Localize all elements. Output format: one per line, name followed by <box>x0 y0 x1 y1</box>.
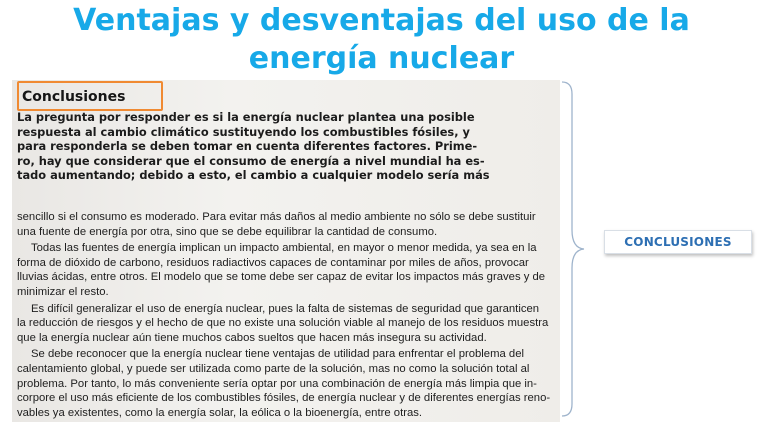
slide-title <box>0 2 763 78</box>
body-line: calentamiento global, y puede ser utilizada como parte de la solución, mas no como la solución total al <box>17 362 530 375</box>
body-line: problema. Por tanto, lo más conveniente sería optar por una combinación de energía más limpia que in- <box>17 377 537 390</box>
intro-line: respuesta al cambio climático sustituyendo los combustibles fósiles, y <box>17 124 470 139</box>
body-line: sencillo si el consumo es moderado. Para evitar más daños al medio ambiente no sólo se debe sustituir <box>17 211 536 223</box>
body-line: que la energía nuclear aún tiene muchos cabos sueltos que hacen más insegura su actividad. <box>17 331 487 344</box>
intro-line: tado aumentando; debido a esto, el cambio a cualquier modelo sería más <box>17 168 490 183</box>
intro-line: para responderla se deben tomar en cuenta diferentes factores. Prime- <box>17 139 478 154</box>
intro-line: La pregunta por responder es si la energía nuclear plantea una posible <box>17 110 475 124</box>
body-line: vables ya existentes, como la energía solar, la eólica o la bioenergía, entre otras. <box>17 406 423 419</box>
intro-line: ro, hay que considerar que el consumo de energía a nivel mundial ha es- <box>17 153 485 168</box>
curly-brace-icon <box>560 80 590 418</box>
body-line: Es difícil generalizar el uso de energía nuclear, pues la falta de sistemas de seguridad que garanticen <box>31 302 540 315</box>
document-intro-bold <box>17 110 557 183</box>
body-line: lluvias ácidas, entre otros. El modelo que se tome debe ser capaz de evitar los impactos más graves y de <box>17 271 546 284</box>
body-line: Todas las fuentes de energía implican un impacto ambiental, en mayor o menor medida, ya sea en la <box>31 242 537 255</box>
document-heading: Conclusiones <box>22 89 126 105</box>
body-line: la reducción de riesgos y el hecho de que no existe una solución viable al manejo de los residuos muestra <box>17 317 549 330</box>
body-line: una fuente de energía por otra, sino que se debe equilibrar la cantidad de consumo. <box>17 225 438 238</box>
paragraph-2 <box>17 241 557 299</box>
document-body <box>17 210 557 420</box>
body-line: minimizar el resto. <box>17 285 109 298</box>
paragraph-4 <box>17 347 557 420</box>
body-line: forma de dióxido de carbono, residuos radiactivos capaces de contaminar por miles de años, provocar <box>17 256 529 269</box>
paragraph-3 <box>17 302 557 346</box>
slide-title-line-1: Ventajas y desventajas del uso de la <box>73 3 690 38</box>
body-line: corpore el uso más eficiente de los combustibles fósiles, de energía nuclear y de diferentes energías reno- <box>17 392 551 405</box>
body-line: Se debe reconocer que la energía nuclear tiene ventajas de utilidad para enfrentar el problema del <box>31 348 524 361</box>
conclusiones-badge: CONCLUSIONES <box>604 230 752 254</box>
scanned-document <box>12 80 560 422</box>
paragraph-1 <box>17 210 557 239</box>
slide-title-line-2: energía nuclear <box>248 41 515 76</box>
